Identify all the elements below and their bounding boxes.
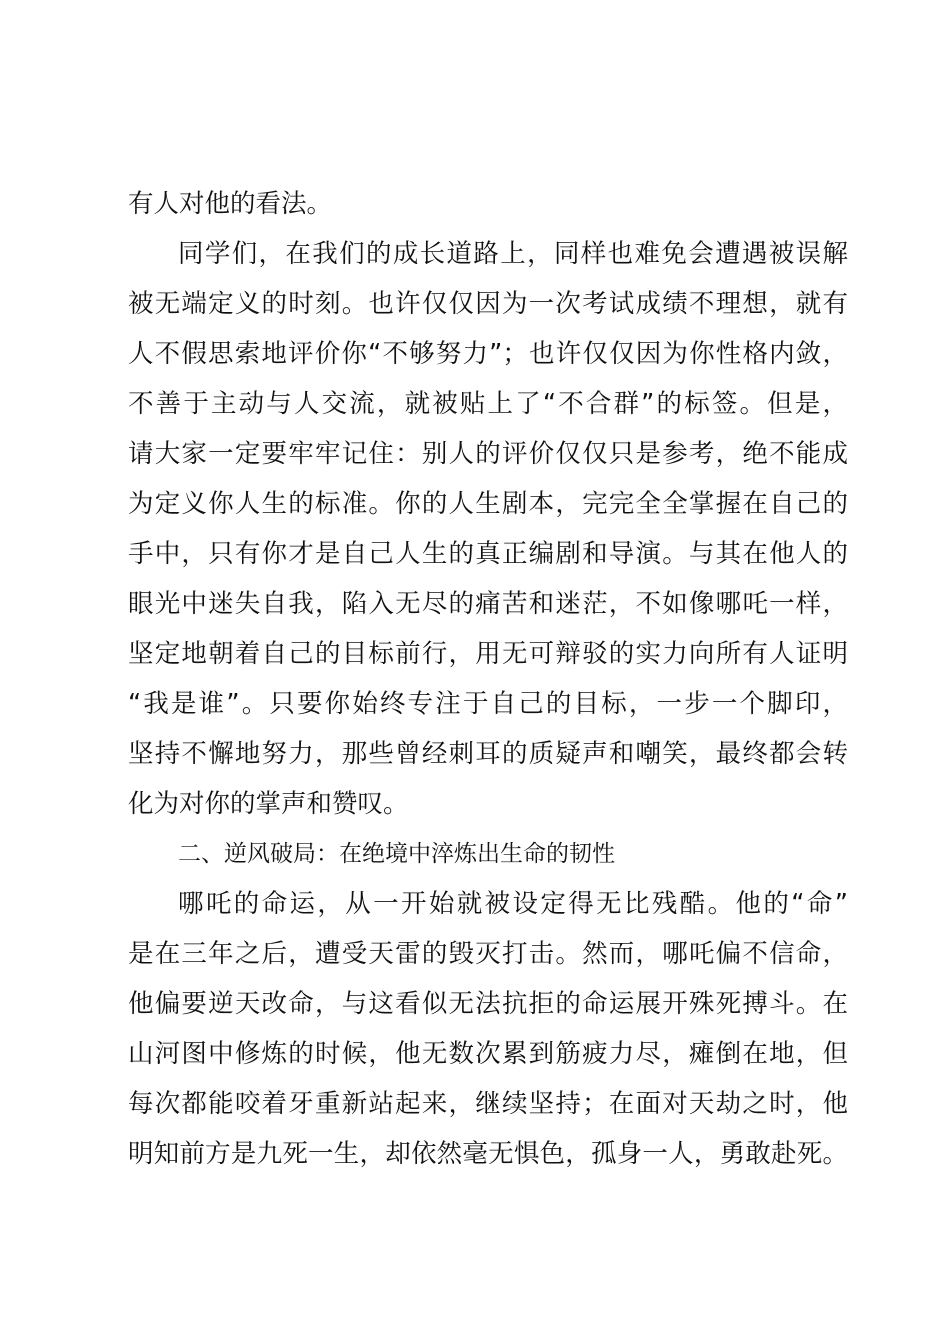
text-line: 是在三年之后，遭受天雷的毁灭打击。然而，哪吒偏不信命， xyxy=(128,939,848,969)
text-line: 不善于主动与人交流，就被贴上了“不合群”的标签。但是， xyxy=(128,389,848,419)
text-line: 明知前方是九死一生，却依然毫无惧色，孤身一人，勇敢赴死。 xyxy=(128,1139,848,1169)
text-line: 请大家一定要牢牢记住：别人的评价仅仅只是参考，绝不能成 xyxy=(128,439,848,469)
text-line: 手中，只有你才是自己人生的真正编剧和导演。与其在他人的 xyxy=(128,539,848,569)
text-line: 坚定地朝着自己的目标前行，用无可辩驳的实力向所有人证明 xyxy=(128,639,848,669)
text-line: “我是谁”。只要你始终专注于自己的目标，一步一个脚印， xyxy=(128,689,848,719)
text-line: 山河图中修炼的时候，他无数次累到筋疲力尽，瘫倒在地，但 xyxy=(128,1039,848,1069)
text-line: 人不假思索地评价你“不够努力”；也许仅仅因为你性格内敛， xyxy=(128,339,848,369)
section-heading: 二、逆风破局：在绝境中淬炼出生命的韧性 xyxy=(178,841,615,867)
text-line: 化为对你的掌声和赞叹。 xyxy=(128,789,409,819)
text-line: 坚持不懈地努力，那些曾经刺耳的质疑声和嘲笑，最终都会转 xyxy=(128,739,848,769)
text-line: 为定义你人生的标准。你的人生剧本，完完全全掌握在自己的 xyxy=(128,489,848,519)
text-line: 哪吒的命运，从一开始就被设定得无比残酷。他的“命” xyxy=(178,889,848,919)
text-line: 有人对他的看法。 xyxy=(128,189,333,219)
text-line: 同学们，在我们的成长道路上，同样也难免会遭遇被误解 xyxy=(178,239,848,269)
text-line: 每次都能咬着牙重新站起来，继续坚持；在面对天劫之时，他 xyxy=(128,1089,848,1119)
text-line: 被无端定义的时刻。也许仅仅因为一次考试成绩不理想，就有 xyxy=(128,289,848,319)
text-line: 眼光中迷失自我，陷入无尽的痛苦和迷茫，不如像哪吒一样， xyxy=(128,589,848,619)
text-line: 他偏要逆天改命，与这看似无法抗拒的命运展开殊死搏斗。在 xyxy=(128,989,848,1019)
